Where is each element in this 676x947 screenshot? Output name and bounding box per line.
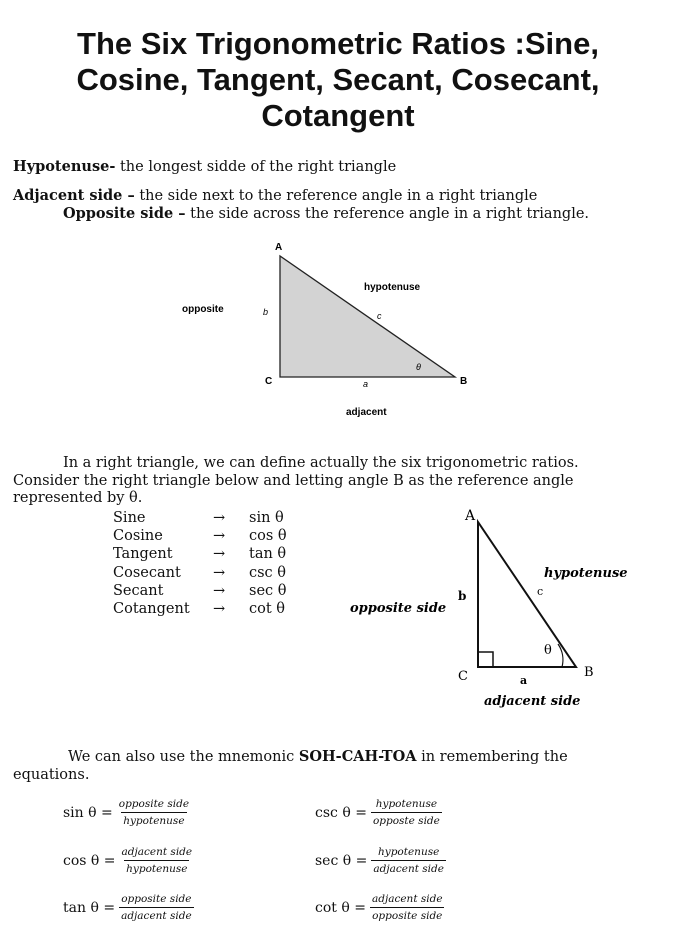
- equation-lhs: tan θ =: [63, 899, 116, 916]
- arrow-icon: →: [213, 582, 226, 599]
- equation-lhs: sec θ =: [315, 852, 368, 869]
- equation-lhs: cot θ =: [315, 899, 366, 916]
- arrow-icon: →: [213, 528, 226, 545]
- denominator: hypotenuse: [121, 812, 186, 827]
- equation-lhs: csc θ =: [315, 804, 367, 821]
- numerator: adjacent side: [371, 893, 443, 905]
- ratios-list: [113, 509, 287, 618]
- ratio-abbr: cot θ: [249, 601, 286, 618]
- arrow-icon: →: [213, 564, 226, 581]
- title-line-3: Cotangent: [261, 98, 415, 133]
- definition-text: the longest sidde of the right triangle: [115, 159, 397, 175]
- arrow-icon: →: [213, 510, 226, 526]
- ratio-name: Secant: [113, 582, 164, 599]
- denominator: opposte side: [371, 812, 442, 827]
- list-item: [113, 545, 287, 563]
- equation-tan: [63, 893, 194, 922]
- fraction: [117, 798, 191, 827]
- definition-adjacent: [13, 187, 537, 205]
- fig1-vertex-c: C: [265, 376, 273, 387]
- numerator: adjacent side: [121, 846, 193, 858]
- ratio-name: Cotangent: [113, 601, 190, 618]
- fig2-vertex-b: B: [584, 665, 594, 680]
- title-line-1: The Six Trigonometric Ratios :Sine,: [77, 26, 599, 61]
- triangle-1-shape: [280, 256, 455, 377]
- ratio-name: Sine: [113, 510, 146, 526]
- ratio-abbr: sin θ: [249, 510, 284, 526]
- right-angle-marker: [478, 652, 493, 667]
- mnemonic-line-2: equations.: [13, 766, 90, 783]
- denominator: opposite side: [370, 907, 444, 922]
- fig1-label-hypotenuse: hypotenuse: [364, 282, 421, 293]
- fig1-label-adjacent: adjacent: [346, 407, 387, 418]
- ratio-abbr: sec θ: [249, 582, 287, 599]
- page-title: [0, 26, 676, 134]
- fraction: [119, 893, 194, 922]
- title-line-2: Cosine, Tangent, Secant, Cosecant,: [76, 62, 600, 97]
- fig2-side-a: a: [520, 674, 528, 687]
- triangle-figure-2: [340, 500, 640, 715]
- ratio-abbr: cos θ: [249, 528, 287, 545]
- equation-sin: [63, 798, 191, 827]
- fig1-side-c: c: [377, 311, 382, 321]
- fraction: [120, 846, 195, 875]
- fig2-side-c: c: [537, 585, 544, 598]
- denominator: hypotenuse: [124, 860, 189, 875]
- triangle-2-shape: [478, 522, 576, 667]
- definition-term: Hypotenuse-: [13, 158, 116, 175]
- mnemonic-paragraph: [13, 748, 663, 784]
- arrow-icon: →: [213, 601, 226, 618]
- mnemonic-line-1: [13, 748, 663, 767]
- intro-line-3: represented by θ.: [13, 490, 143, 506]
- fig2-vertex-c: C: [458, 669, 468, 684]
- list-item: [113, 527, 287, 545]
- list-item: [113, 509, 287, 527]
- fig2-vertex-a: A: [465, 508, 476, 524]
- ratio-abbr: csc θ: [249, 564, 287, 581]
- numerator: hypotenuse: [378, 846, 440, 858]
- fig2-angle-theta: θ: [544, 643, 552, 658]
- fig2-side-b: b: [458, 589, 467, 603]
- fig1-side-b: b: [263, 307, 269, 317]
- mnemonic-soh-cah-toa: SOH-CAH-TOA: [298, 748, 417, 765]
- fig1-angle-theta: θ: [416, 362, 421, 372]
- fig1-vertex-b: B: [460, 376, 468, 387]
- list-item: [113, 600, 287, 618]
- fig1-label-opposite: opposite: [182, 304, 224, 315]
- definition-opposite: [63, 205, 589, 223]
- mnemonic-after: in remembering the: [416, 749, 568, 765]
- equation-lhs: cos θ =: [63, 852, 116, 869]
- definition-hypotenuse: [13, 158, 396, 176]
- denominator: adjacent side: [371, 860, 446, 875]
- mnemonic-before: We can also use the mnemonic: [68, 749, 299, 765]
- fig2-label-adjacent: adjacent side: [484, 694, 581, 709]
- ratio-name: Cosecant: [113, 564, 181, 581]
- equation-sec: [315, 846, 446, 875]
- fig2-label-opposite: opposite side: [350, 601, 447, 616]
- numerator: opposite side: [118, 798, 190, 810]
- intro-line-1: In a right triangle, we can define actually the six trigonometric ratios.: [63, 455, 579, 471]
- fraction: [371, 798, 442, 827]
- numerator: hypotenuse: [375, 798, 438, 810]
- definition-text: the side across the reference angle in a right triangle.: [185, 206, 590, 222]
- fig1-vertex-a: A: [275, 242, 283, 253]
- list-item: [113, 564, 287, 582]
- fraction: [371, 846, 446, 875]
- fraction: [370, 893, 445, 922]
- ratio-abbr: tan θ: [249, 546, 287, 563]
- list-item: [113, 582, 287, 600]
- ratio-name: Tangent: [113, 546, 173, 563]
- equation-lhs: sin θ =: [63, 804, 113, 821]
- definition-term: Opposite side –: [63, 205, 186, 222]
- intro-line-2: Consider the right triangle below and letting angle B as the reference angle: [13, 472, 574, 489]
- fig1-side-a: a: [363, 379, 369, 389]
- equation-cot: [315, 893, 445, 922]
- definition-term: Adjacent side –: [13, 187, 135, 204]
- arrow-icon: →: [213, 546, 226, 563]
- fig2-label-hypotenuse: hypotenuse: [544, 566, 628, 581]
- equation-cos: [63, 846, 194, 875]
- definition-text: the side next to the reference angle in a right triangle: [134, 188, 538, 204]
- triangle-figure-1: [170, 238, 480, 428]
- denominator: adjacent side: [119, 907, 194, 922]
- numerator: opposite side: [121, 893, 192, 905]
- ratio-name: Cosine: [113, 528, 163, 545]
- equation-csc: [315, 798, 442, 827]
